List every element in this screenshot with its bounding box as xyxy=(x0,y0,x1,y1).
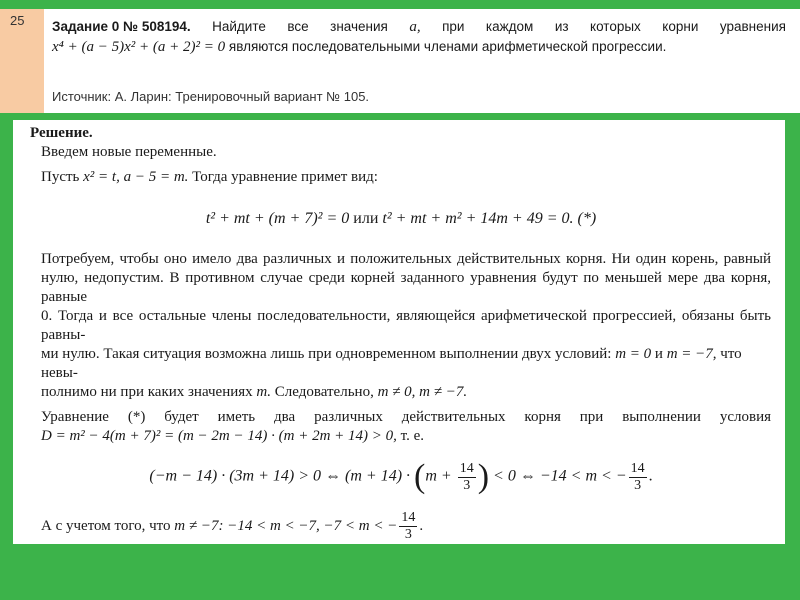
inequality-middle: < 0 ⇔ −14 < m < − xyxy=(493,467,627,485)
fraction-14-3 xyxy=(458,461,476,494)
fraction-denominator: 3 xyxy=(463,477,471,493)
text-line xyxy=(41,427,771,446)
text-line: Уравнение (*) будет иметь два различных действительных корня при выполнении условия xyxy=(41,409,771,425)
task-word: все xyxy=(287,19,309,34)
task-word: корни xyxy=(662,19,699,34)
substitution-math: x² = t, a − 5 = m. xyxy=(83,169,189,185)
task-word: при xyxy=(442,19,465,34)
solution-heading: Решение. xyxy=(30,125,93,141)
task-word: a, xyxy=(409,19,421,35)
task-word: которых xyxy=(590,19,641,34)
inequality-end: . xyxy=(648,467,653,485)
task-text-rest: являются последовательными членами арифметической прогрессии. xyxy=(228,39,667,54)
paragraph-conditions xyxy=(41,250,771,402)
fraction-numerator: 14 xyxy=(401,510,416,525)
equation-tag: (*) xyxy=(577,210,597,227)
fraction-denominator: 3 xyxy=(404,527,412,542)
solution-panel xyxy=(13,120,785,544)
solution-intro: Введем новые переменные. xyxy=(41,144,217,160)
text-line: Потребуем, чтобы оно имело два различных и положительных действительных корня. Ни один корень, равный xyxy=(41,251,771,267)
text-fragment: Следовательно, xyxy=(274,384,374,400)
task-statement xyxy=(44,9,800,113)
substitution-prefix: Пусть xyxy=(41,169,80,185)
task-number: 25 xyxy=(10,13,25,28)
math-fragment: m = −7, xyxy=(666,346,717,362)
solution-substitution xyxy=(41,168,771,187)
inequality-paren-term: m + xyxy=(425,467,452,485)
fraction-denominator: 3 xyxy=(634,477,642,493)
text-line: нулю, недопустим. В противном случае среди корней заданного уравнения будут по меньшей мере два корня, равные xyxy=(41,270,771,305)
text-fragment: и xyxy=(654,346,663,362)
paren-close: ) xyxy=(477,458,490,495)
task-word: каждом xyxy=(485,19,534,34)
paragraph-discriminant xyxy=(41,408,771,446)
inequality-left: (−m − 14) · (3m + 14) > 0 ⇔ (m + 14) · xyxy=(149,467,411,485)
math-fragment: m = 0 xyxy=(615,346,652,362)
text-fragment: ми нулю. Такая ситуация возможна лишь при одновременном выполнении двух условий: xyxy=(41,346,612,362)
task-number-tab xyxy=(0,9,44,113)
discriminant-math: D = m² − 4(m + 7)² = (m − 2m − 14) · (m + 2m + 14) > 0, xyxy=(41,428,397,444)
paren-open: ( xyxy=(414,458,426,495)
final-text: А с учетом того, что xyxy=(41,517,171,534)
task-line-2 xyxy=(52,37,786,57)
text-line xyxy=(41,383,771,402)
math-fragment: m ≠ 0, m ≠ −7. xyxy=(377,384,468,400)
task-word: Найдите xyxy=(212,19,266,34)
text-fragment: что невы- xyxy=(41,346,742,381)
equation-form-b: t² + mt + m² + 14m + 49 = 0. xyxy=(382,210,574,227)
fraction-numerator: 14 xyxy=(459,460,474,476)
text-line xyxy=(41,345,771,383)
equation-form-a: t² + mt + (m + 7)² = 0 xyxy=(205,210,350,227)
text-fragment: полнимо ни при каких значениях xyxy=(41,384,253,400)
final-math: m ≠ −7: −14 < m < −7, −7 < m < − xyxy=(174,517,398,534)
fraction-numerator: 14 xyxy=(630,460,645,476)
text-fragment: т. е. xyxy=(400,428,424,444)
task-word: значения xyxy=(330,19,388,34)
main-equation xyxy=(31,209,771,228)
text-line: 0. Тогда и все остальные члены последовательности, являющейся арифметической прогрессией, обязаны быть равны- xyxy=(41,308,771,343)
task-source: Источник: А. Ларин: Тренировочный вариант № 105. xyxy=(52,89,370,104)
top-accent-stripe xyxy=(0,0,800,9)
task-equation: x⁴ + (a − 5)x² + (a + 2)² = 0 xyxy=(52,39,226,55)
inequality-chain xyxy=(31,460,771,494)
final-answer-line xyxy=(41,510,771,543)
task-line-1 xyxy=(52,17,786,37)
equation-or: или xyxy=(353,210,379,227)
task-title: Задание 0 № 508194. xyxy=(52,19,191,34)
math-fragment: m. xyxy=(256,384,272,400)
fraction-14-3 xyxy=(629,461,647,494)
substitution-suffix: Тогда уравнение примет вид: xyxy=(192,169,378,185)
task-word: из xyxy=(554,19,569,34)
task-word: уравнения xyxy=(719,19,786,34)
final-end: . xyxy=(419,517,424,534)
fraction-14-3 xyxy=(399,510,417,543)
